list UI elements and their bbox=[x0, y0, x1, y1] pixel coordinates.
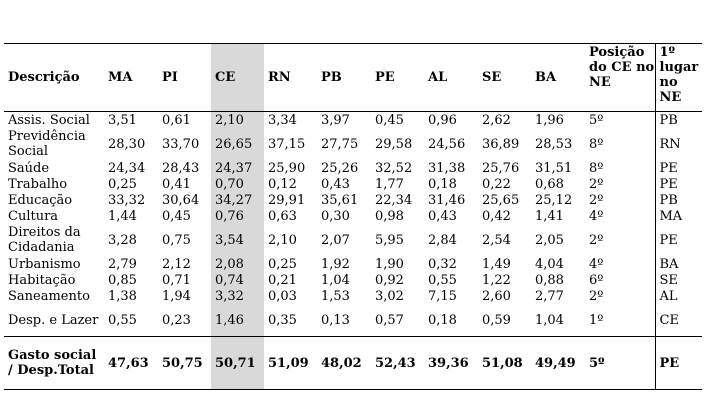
value-cell: 1,92 bbox=[321, 256, 350, 272]
value-cell: 37,15 bbox=[268, 136, 306, 152]
value-cell: 31,46 bbox=[428, 192, 466, 208]
row-label: Trabalho bbox=[8, 176, 68, 192]
value-cell: 2,62 bbox=[482, 112, 511, 128]
header-state: PE bbox=[371, 44, 424, 112]
value-cell: 1,04 bbox=[535, 312, 564, 328]
value-cell-ce: 2,08 bbox=[211, 256, 264, 272]
value-cell: 0,25 bbox=[268, 256, 297, 272]
table-row bbox=[4, 272, 702, 288]
value-cell: 39,36 bbox=[424, 337, 478, 390]
value-cell: 0,18 bbox=[428, 176, 457, 192]
value-cell: 2,12 bbox=[162, 256, 191, 272]
value-cell: 0,13 bbox=[321, 312, 350, 328]
value-cell: 25,26 bbox=[321, 160, 359, 176]
value-cell: 0,63 bbox=[268, 208, 297, 224]
table-row bbox=[4, 256, 702, 272]
value-cell: 48,02 bbox=[317, 337, 371, 390]
value-cell: 25,76 bbox=[482, 160, 520, 176]
table-row bbox=[4, 192, 702, 208]
first-place-cell: PE bbox=[655, 176, 702, 192]
value-cell: 31,51 bbox=[535, 160, 573, 176]
value-cell: 1,04 bbox=[321, 272, 350, 288]
table-row bbox=[4, 112, 702, 129]
value-cell: 24,34 bbox=[108, 160, 146, 176]
header-posicao: Posição do CE no NE bbox=[585, 44, 655, 112]
value-cell: 28,53 bbox=[535, 136, 573, 152]
table-row bbox=[4, 176, 702, 192]
header-state: RN bbox=[264, 44, 317, 112]
value-cell: 0,12 bbox=[268, 176, 297, 192]
header-state: BA bbox=[531, 44, 585, 112]
value-cell: 0,45 bbox=[375, 112, 404, 128]
value-cell: 0,45 bbox=[162, 208, 191, 224]
value-cell: 2,05 bbox=[535, 232, 564, 248]
value-cell: 52,43 bbox=[371, 337, 424, 390]
header-row bbox=[4, 44, 702, 112]
position-cell: 6º bbox=[589, 272, 604, 288]
value-cell: 0,21 bbox=[268, 272, 297, 288]
value-cell-ce: 0,74 bbox=[211, 272, 264, 288]
value-cell: 25,12 bbox=[535, 192, 573, 208]
value-cell: 1,53 bbox=[321, 288, 350, 304]
value-cell: 0,59 bbox=[482, 312, 511, 328]
value-cell: 0,92 bbox=[375, 272, 404, 288]
value-cell: 1,41 bbox=[535, 208, 564, 224]
first-place-cell: MA bbox=[655, 208, 702, 224]
value-cell: 24,56 bbox=[428, 136, 466, 152]
table-row bbox=[4, 160, 702, 176]
value-cell: 2,10 bbox=[268, 232, 297, 248]
value-cell-ce: 50,71 bbox=[211, 337, 264, 390]
value-cell: 32,52 bbox=[375, 160, 413, 176]
header-state: PB bbox=[317, 44, 371, 112]
first-place-cell: PB bbox=[655, 112, 702, 129]
value-cell: 35,61 bbox=[321, 192, 359, 208]
value-cell: 1,94 bbox=[162, 288, 191, 304]
row-label: Saúde bbox=[8, 160, 50, 176]
value-cell: 27,75 bbox=[321, 136, 359, 152]
position-cell: 2º bbox=[589, 288, 604, 304]
header-descricao: Descrição bbox=[4, 44, 104, 112]
header-state: SE bbox=[478, 44, 531, 112]
row-label: Urbanismo bbox=[8, 256, 81, 272]
value-cell: 49,49 bbox=[531, 337, 585, 390]
value-cell: 0,75 bbox=[162, 232, 191, 248]
value-cell: 22,34 bbox=[375, 192, 413, 208]
value-cell: 1,77 bbox=[375, 176, 404, 192]
value-cell: 5,95 bbox=[375, 232, 404, 248]
value-cell-ce: 0,70 bbox=[211, 176, 264, 192]
table-row bbox=[4, 288, 702, 304]
value-cell: 0,23 bbox=[162, 312, 191, 328]
value-cell-ce: 2,10 bbox=[211, 112, 264, 129]
position-cell: 2º bbox=[589, 176, 604, 192]
value-cell: 0,42 bbox=[482, 208, 511, 224]
value-cell: 28,30 bbox=[108, 136, 146, 152]
row-label: Cultura bbox=[8, 208, 59, 224]
first-place-cell: PE bbox=[655, 224, 702, 256]
value-cell: 33,70 bbox=[162, 136, 200, 152]
header-state: PI bbox=[158, 44, 211, 112]
first-place-cell: PE bbox=[655, 337, 702, 390]
value-cell: 0,57 bbox=[375, 312, 404, 328]
value-cell: 31,38 bbox=[428, 160, 466, 176]
row-label: Gasto social / Desp.Total bbox=[4, 337, 104, 390]
position-cell: 5º bbox=[589, 112, 604, 128]
value-cell: 30,64 bbox=[162, 192, 200, 208]
value-cell: 4,04 bbox=[535, 256, 564, 272]
value-cell: 2,60 bbox=[482, 288, 511, 304]
value-cell: 0,03 bbox=[268, 288, 297, 304]
value-cell-ce: 24,37 bbox=[211, 160, 264, 176]
value-cell-ce: 26,65 bbox=[211, 128, 264, 160]
value-cell: 0,43 bbox=[321, 176, 350, 192]
header-state: MA bbox=[104, 44, 158, 112]
row-label: Educação bbox=[8, 192, 73, 208]
value-cell: 1,49 bbox=[482, 256, 511, 272]
value-cell: 3,51 bbox=[108, 112, 137, 128]
first-place-cell: BA bbox=[655, 256, 702, 272]
value-cell: 2,54 bbox=[482, 232, 511, 248]
value-cell: 3,34 bbox=[268, 112, 297, 128]
value-cell: 1,22 bbox=[482, 272, 511, 288]
row-label: Assis. Social bbox=[8, 112, 90, 128]
value-cell: 1,96 bbox=[535, 112, 564, 128]
value-cell: 0,61 bbox=[162, 112, 191, 128]
value-cell: 25,90 bbox=[268, 160, 306, 176]
position-cell: 2º bbox=[589, 232, 604, 248]
first-place-cell: PB bbox=[655, 192, 702, 208]
value-cell: 0,55 bbox=[428, 272, 457, 288]
position-cell: 4º bbox=[589, 256, 604, 272]
position-cell: 5º bbox=[585, 337, 655, 390]
first-place-cell: AL bbox=[655, 288, 702, 304]
table-row bbox=[4, 128, 702, 160]
row-label: Direitos da Cidadania bbox=[8, 225, 81, 255]
value-cell-ce: 3,54 bbox=[211, 224, 264, 256]
value-cell: 29,58 bbox=[375, 136, 413, 152]
value-cell: 0,41 bbox=[162, 176, 191, 192]
first-place-cell: RN bbox=[655, 128, 702, 160]
value-cell: 1,38 bbox=[108, 288, 137, 304]
header-primeiro: 1º lugar no NE bbox=[655, 44, 702, 112]
value-cell: 0,35 bbox=[268, 312, 297, 328]
table-row bbox=[4, 304, 702, 337]
position-cell: 8º bbox=[589, 160, 604, 176]
value-cell: 0,32 bbox=[428, 256, 457, 272]
value-cell: 0,43 bbox=[428, 208, 457, 224]
value-cell: 33,32 bbox=[108, 192, 146, 208]
position-cell: 1º bbox=[589, 312, 604, 328]
position-cell: 4º bbox=[589, 208, 604, 224]
value-cell: 0,55 bbox=[108, 312, 137, 328]
value-cell: 2,07 bbox=[321, 232, 350, 248]
header-state-ce: CE bbox=[211, 44, 264, 112]
value-cell: 0,25 bbox=[108, 176, 137, 192]
first-place-cell: SE bbox=[655, 272, 702, 288]
value-cell: 0,18 bbox=[428, 312, 457, 328]
value-cell: 28,43 bbox=[162, 160, 200, 176]
value-cell: 36,89 bbox=[482, 136, 520, 152]
value-cell: 0,96 bbox=[428, 112, 457, 128]
value-cell: 2,77 bbox=[535, 288, 564, 304]
value-cell: 50,75 bbox=[158, 337, 211, 390]
first-place-cell: PE bbox=[655, 160, 702, 176]
value-cell: 1,44 bbox=[108, 208, 137, 224]
social-spending-table bbox=[4, 43, 702, 390]
position-cell: 2º bbox=[589, 192, 604, 208]
value-cell: 2,79 bbox=[108, 256, 137, 272]
value-cell: 47,63 bbox=[104, 337, 158, 390]
total-row bbox=[4, 337, 702, 390]
position-cell: 8º bbox=[589, 136, 604, 152]
value-cell: 0,22 bbox=[482, 176, 511, 192]
value-cell-ce: 0,76 bbox=[211, 208, 264, 224]
table-row bbox=[4, 224, 702, 256]
value-cell: 0,68 bbox=[535, 176, 564, 192]
first-place-cell: CE bbox=[655, 304, 702, 337]
value-cell: 51,09 bbox=[264, 337, 317, 390]
value-cell: 3,02 bbox=[375, 288, 404, 304]
value-cell: 51,08 bbox=[478, 337, 531, 390]
row-label: Saneamento bbox=[8, 288, 90, 304]
value-cell-ce: 3,32 bbox=[211, 288, 264, 304]
row-label: Previdência Social bbox=[8, 129, 86, 159]
header-state: AL bbox=[424, 44, 478, 112]
value-cell: 3,97 bbox=[321, 112, 350, 128]
value-cell: 7,15 bbox=[428, 288, 457, 304]
value-cell-ce: 34,27 bbox=[211, 192, 264, 208]
table-row bbox=[4, 208, 702, 224]
value-cell: 29,91 bbox=[268, 192, 306, 208]
value-cell: 0,98 bbox=[375, 208, 404, 224]
value-cell: 3,28 bbox=[108, 232, 137, 248]
row-label: Habitação bbox=[8, 272, 76, 288]
value-cell: 0,85 bbox=[108, 272, 137, 288]
value-cell: 25,65 bbox=[482, 192, 520, 208]
value-cell: 2,84 bbox=[428, 232, 457, 248]
value-cell: 0,30 bbox=[321, 208, 350, 224]
value-cell: 0,71 bbox=[162, 272, 191, 288]
value-cell-ce: 1,46 bbox=[211, 304, 264, 337]
row-label: Desp. e Lazer bbox=[8, 312, 99, 328]
value-cell: 1,90 bbox=[375, 256, 404, 272]
value-cell: 0,88 bbox=[535, 272, 564, 288]
